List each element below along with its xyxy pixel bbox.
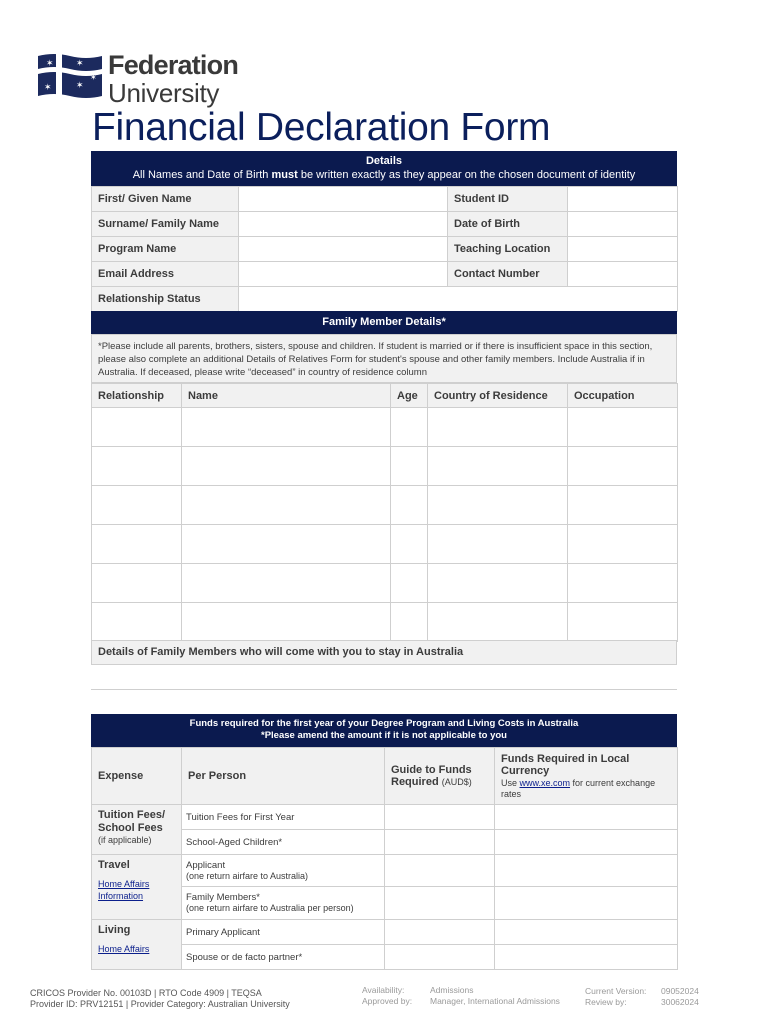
family-cell[interactable]: [428, 408, 568, 447]
label-student-id: Student ID: [448, 187, 568, 212]
living-spouse-item: Spouse or de facto partner*: [182, 945, 385, 970]
flag-logo-icon: [36, 52, 104, 100]
details-note: All Names and Date of Birth must be written exactly as they appear on the chosen document of identity: [132, 169, 636, 181]
funds-table: [91, 747, 678, 970]
xe-link[interactable]: www.xe.com: [519, 777, 571, 788]
family-cell[interactable]: [182, 603, 391, 642]
family-cell[interactable]: [391, 486, 428, 525]
family-cell[interactable]: [182, 408, 391, 447]
family-row: [92, 408, 678, 447]
svg-text:✶: ✶: [76, 81, 84, 91]
family-note: *Please include all parents, brothers, sisters, spouse and children. If student is married or if there is insufficient space in this section, please also complete an additional Details of Relatives Form for student's spouse and other family members. Include Australia if in Australia. If deceased, please write “deceased” in country of residence column: [91, 334, 677, 383]
travel-family-item: Family Members* (one return airfare to Australia per person): [182, 887, 385, 920]
funds-header: [91, 714, 677, 747]
details-table: [91, 186, 678, 312]
home-affairs-link[interactable]: Home Affairs: [98, 944, 150, 954]
family-cell[interactable]: [428, 486, 568, 525]
living-primary-item: Primary Applicant: [182, 920, 385, 945]
school-local-field[interactable]: [495, 830, 678, 855]
col-occupation: Occupation: [568, 384, 678, 408]
student-id-field[interactable]: [568, 187, 678, 212]
svg-text:✶: ✶: [90, 73, 97, 82]
family-row: [92, 603, 678, 642]
family-cell[interactable]: [428, 603, 568, 642]
col-country-of-residence: Country of Residence: [428, 384, 568, 408]
footer-provider-info: CRICOS Provider No. 00103D | RTO Code 4909 | TEQSA Provider ID: PRV12151 | Provider Category: Australian University: [30, 988, 290, 1009]
family-row: [92, 525, 678, 564]
tuition-guide-field[interactable]: [385, 805, 495, 830]
federation-university-logo: [36, 50, 276, 108]
family-cell[interactable]: [568, 525, 678, 564]
family-cell[interactable]: [568, 408, 678, 447]
school-children-item: School-Aged Children*: [182, 830, 385, 855]
footer-approval-info: Availability: Admissions Approved by: Manager, International Admissions: [362, 985, 560, 1006]
family-cell[interactable]: [391, 603, 428, 642]
travel-applicant-item: Applicant (one return airfare to Australia): [182, 855, 385, 887]
logo-text-university: University: [108, 78, 220, 108]
label-program-name: Program Name: [92, 237, 239, 262]
col-relationship: Relationship: [92, 384, 182, 408]
family-cell[interactable]: [391, 408, 428, 447]
family-row: [92, 447, 678, 486]
family-cell[interactable]: [568, 486, 678, 525]
travel-family-local-field[interactable]: [495, 887, 678, 920]
home-affairs-information-link[interactable]: Home Affairs Information: [98, 879, 150, 901]
travel-applicant-guide-field[interactable]: [385, 855, 495, 887]
living-spouse-guide-field[interactable]: [385, 945, 495, 970]
details-header: [91, 151, 677, 186]
program-name-field[interactable]: [239, 237, 448, 262]
family-cell[interactable]: [568, 603, 678, 642]
tuition-category: Tuition Fees/ School Fees (if applicable): [92, 805, 182, 855]
family-cell[interactable]: [391, 564, 428, 603]
tuition-item: Tuition Fees for First Year: [182, 805, 385, 830]
col-per-person: Per Person: [182, 748, 385, 805]
family-header: Family Member Details*: [91, 311, 677, 334]
funds-heading: Funds required for the first year of your Degree Program and Living Costs in Australia: [189, 718, 579, 729]
family-row: [92, 486, 678, 525]
family-cell[interactable]: [568, 447, 678, 486]
stay-in-australia-field[interactable]: [91, 665, 677, 690]
details-heading: Details: [365, 155, 403, 167]
travel-family-guide-field[interactable]: [385, 887, 495, 920]
family-cell[interactable]: [428, 447, 568, 486]
date-of-birth-field[interactable]: [568, 212, 678, 237]
logo-text-federation: Federation: [108, 50, 239, 80]
family-cell[interactable]: [92, 603, 182, 642]
living-spouse-local-field[interactable]: [495, 945, 678, 970]
living-primary-local-field[interactable]: [495, 920, 678, 945]
label-relationship-status: Relationship Status: [92, 287, 239, 312]
living-primary-guide-field[interactable]: [385, 920, 495, 945]
page-title: Financial Declaration Form: [92, 106, 551, 149]
svg-text:✶: ✶: [44, 83, 52, 93]
family-cell[interactable]: [568, 564, 678, 603]
footer-version-info: Current Version: 09052024 Review by: 30062024: [585, 986, 699, 1007]
family-cell[interactable]: [182, 525, 391, 564]
living-category: Living Home Affairs: [92, 920, 182, 970]
label-teaching-location: Teaching Location: [448, 237, 568, 262]
family-cell[interactable]: [92, 408, 182, 447]
label-date-of-birth: Date of Birth: [448, 212, 568, 237]
stay-in-australia-label: Details of Family Members who will come with you to stay in Australia: [91, 640, 677, 665]
family-cell[interactable]: [92, 486, 182, 525]
tuition-local-field[interactable]: [495, 805, 678, 830]
col-age: Age: [391, 384, 428, 408]
given-name-field[interactable]: [239, 187, 448, 212]
family-name-field[interactable]: [239, 212, 448, 237]
family-cell[interactable]: [92, 447, 182, 486]
email-address-field[interactable]: [239, 262, 448, 287]
teaching-location-field[interactable]: [568, 237, 678, 262]
svg-text:✶: ✶: [76, 59, 84, 69]
label-contact-number: Contact Number: [448, 262, 568, 287]
relationship-status-field[interactable]: [239, 287, 678, 312]
family-cell[interactable]: [182, 486, 391, 525]
label-email-address: Email Address: [92, 262, 239, 287]
family-cell[interactable]: [391, 525, 428, 564]
family-row: [92, 564, 678, 603]
family-table: [91, 383, 678, 642]
travel-applicant-local-field[interactable]: [495, 855, 678, 887]
col-name: Name: [182, 384, 391, 408]
family-cell[interactable]: [391, 447, 428, 486]
contact-number-field[interactable]: [568, 262, 678, 287]
family-cell[interactable]: [182, 447, 391, 486]
funds-subheading: *Please amend the amount if it is not applicable to you: [261, 730, 507, 741]
col-guide-to-funds: Guide to Funds Required (AUD$): [385, 748, 495, 805]
family-cell[interactable]: [182, 564, 391, 603]
label-family-name: Surname/ Family Name: [92, 212, 239, 237]
family-cell[interactable]: [92, 564, 182, 603]
label-given-name: First/ Given Name: [92, 187, 239, 212]
col-expense: Expense: [92, 748, 182, 805]
travel-category: Travel Home Affairs Information: [92, 855, 182, 920]
svg-text:✶: ✶: [46, 59, 54, 69]
school-guide-field[interactable]: [385, 830, 495, 855]
family-cell[interactable]: [92, 525, 182, 564]
col-local-currency: Funds Required in Local Currency Use www.xe.com for current exchange rates: [495, 748, 678, 805]
family-cell[interactable]: [428, 525, 568, 564]
family-cell[interactable]: [428, 564, 568, 603]
